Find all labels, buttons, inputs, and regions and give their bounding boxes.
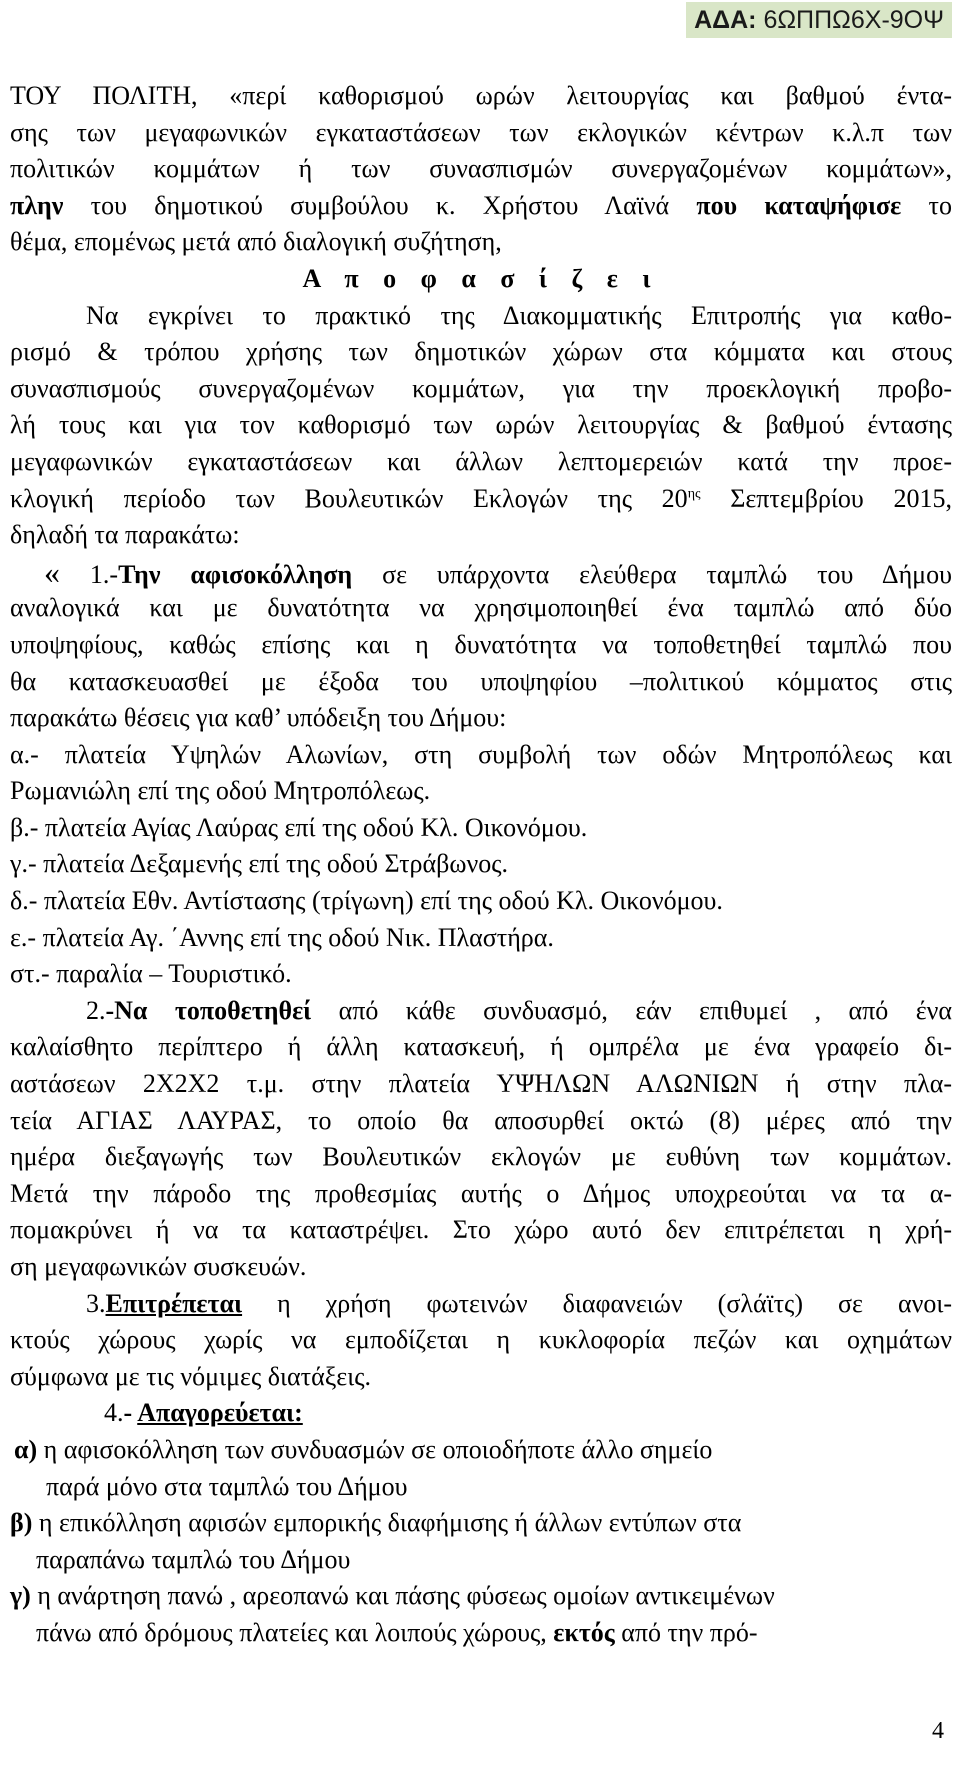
sub-item-label: β) [10,1508,33,1538]
list-item: δ.- πλατεία Εθν. Αντίστασης (τρίγωνη) επί της οδού Κλ. Οικονόμου. [10,886,723,916]
text-line: υποψηφίους, καθώς επίσης και η δυνατότητα να τοποθετηθεί ταμπλώ που [10,629,952,659]
sub-item-a [10,1432,952,1469]
text-line: αναλογικά και με δυνατότητα να χρησιμοποιηθεί ένα ταμπλώ από δύο [10,593,952,623]
item-number: 2. [86,995,106,1025]
text-run: το [901,190,953,220]
list-item: ε.- πλατεία Αγ. ΄Αννης επί της οδού Νικ. Πλαστήρα. [10,922,554,952]
text-line: καλαίσθητο περίπτερο ή άλλη κατασκευή, ή ομπρέλα με ένα γραφείο δι- [10,1032,952,1062]
bold-text: πλην [10,190,64,220]
text-line: μεγαφωνικών εγκαταστάσεων και άλλων λεπτομερειών κατά την προε- [10,446,952,476]
list-item-cont: Ρωμανιώλη επί της οδού Μητροπόλεως. [10,776,431,806]
page-number: 4 [932,1718,944,1744]
ada-code: 6ΩΠΠΩ6Χ-9ΟΨ [763,6,944,34]
bold-text: -Να τοποθετηθεί [105,995,312,1025]
item-number: 3. [86,1288,106,1318]
sub-item-label: γ) [10,1581,31,1611]
text-line [10,481,952,518]
decision-heading [10,261,952,298]
text-line: πομακρύνει ή να τα καταστρέψει. Στο χώρο αυτό δεν επιτρέπεται η χρή- [10,1215,952,1245]
text-line: σύμφωνα με τις νόμιμες διατάξεις. [10,1361,372,1391]
text-line: ημέρα διεξαγωγής των Βουλευτικών εκλογών με ευθύνη των κομμάτων. [10,1142,952,1172]
text-line: Μετά την πάροδο της προθεσμίας αυτής ο Δήμος υποχρεούται να τα α- [10,1178,952,1208]
item-3-heading [10,1286,952,1323]
bold-text: - [123,1398,138,1428]
text-line: σης των μεγαφωνικών εγκαταστάσεων των εκλογικών κέντρων κ.λ.π των [10,117,952,147]
sub-item-a-cont: παρά μόνο στα ταμπλώ του Δήμου [46,1471,408,1501]
item-4-heading [10,1395,952,1432]
sub-item-b [10,1505,952,1542]
opening-quote: « [44,553,60,590]
sub-item-label: α) [14,1434,38,1464]
text-run: του δημοτικού συμβούλου κ. Χρήστου Λαϊνά [63,190,697,220]
text-line: Να εγκρίνει το πρακτικό της Διακομματικής Επιτροπής για καθο- [86,300,952,330]
sub-item-g-cont [10,1615,952,1652]
text-line: παρακάτω θέσεις για καθ’ υπόδειξη του Δήμου: [10,703,507,733]
superscript: ης [687,485,701,501]
text-line: θέμα, επομένως μετά από διαλογική συζήτηση, [10,227,502,257]
text-line: λή τους και για τον καθορισμό των ωρών λειτουργίας & βαθμού έντασης [10,410,952,440]
item-number: 4. [104,1398,124,1428]
list-item: στ.- παραλία – Τουριστικό. [10,959,292,989]
bold-text: Την αφισοκόλληση [118,559,353,589]
text-run: από την πρό- [614,1617,758,1647]
text-run: Σεπτεμβρίου 2015, [700,483,952,513]
text-run: η αφισοκόλληση των συνδυασμών σε οποιοδήποτε άλλο σημείο [37,1434,713,1464]
ada-badge [686,2,952,38]
text-run: από κάθε συνδυασμό, εάν επιθυμεί , από ένα [311,995,952,1025]
text-line: ση μεγαφωνικών συσκευών. [10,1252,307,1281]
bold-underlined-text: Απαγορεύεται: [137,1398,303,1428]
text-line: τεία ΑΓΙΑΣ ΛΑΥΡΑΣ, το οποίο θα αποσυρθεί οκτώ (8) μέρες από την [10,1105,952,1135]
bold-underlined-text: Επιτρέπεται [105,1288,243,1318]
item-number: 1.- [60,559,119,589]
text-line [10,188,952,225]
text-line: κτούς χώρους χωρίς να εμποδίζεται η κυκλοφορία πεζών και οχημάτων [10,1325,952,1355]
text-line: αστάσεων 2Χ2Χ2 τ.μ. στην πλατεία ΥΨΗΛΩΝ ΑΛΩΝΙΩΝ ή στην πλα- [10,1069,952,1099]
text-run: η χρήση φωτεινών διαφανειών (σλάϊτς) σε ανοι- [242,1288,952,1318]
text-line: δηλαδή τα παρακάτω: [10,520,240,550]
list-item: α.- πλατεία Υψηλών Αλωνίων, στη συμβολή των οδών Μητροπόλεως και [10,739,952,769]
text-line: ρισμό & τρόπου χρήσης των δημοτικών χώρων στα κόμματα και στους [10,337,952,367]
sub-item-g [10,1578,952,1615]
bold-text: εκτός [553,1617,615,1647]
list-item: γ.- πλατεία Δεξαμενής επί της οδού Στράβωνος. [10,849,509,879]
text-run: η επικόλληση αφισών εμπορικής διαφήμισης ή άλλων εντύπων στα [32,1508,742,1538]
item-2-heading [10,993,952,1030]
text-line: συνασπισμούς συνεργαζομένων κομμάτων, για την προεκλογική προβο- [10,373,952,403]
text-run: η ανάρτηση πανώ , αρεοπανώ και πάσης φύσεως ομοίων αντικειμένων [30,1581,775,1611]
document-page [10,78,952,1652]
list-item: β.- πλατεία Αγίας Λαύρας επί της οδού Κλ. Οικονόμου. [10,812,588,842]
text-line: πολιτικών κομμάτων ή των συνασπισμών συνεργαζομένων κομμάτων», [10,154,952,184]
text-run: κλογική περίοδο των Βουλευτικών Εκλογών της 20 [10,483,688,513]
apofasizei-label: Α π ο φ α σ ί ζ ε ι [302,263,660,293]
text-line: ΤΟΥ ΠΟΛΙΤΗ, «περί καθορισμού ωρών λειτουργίας και βαθμού έντα- [10,81,952,110]
text-run: πάνω από δρόμους πλατείες και λοιπούς χώρους, [36,1617,554,1647]
text-line: θα κατασκευασθεί με έξοδα του υποψηφίου –πολιτικού κόμματος στις [10,666,952,696]
item-1-heading [10,554,952,591]
sub-item-b-cont: παραπάνω ταμπλώ του Δήμου [36,1544,351,1574]
ada-label: ΑΔΑ: [694,6,757,34]
bold-text: που καταψήφισε [696,190,902,220]
text-run: σε υπάρχοντα ελεύθερα ταμπλώ του Δήμου [352,559,952,589]
